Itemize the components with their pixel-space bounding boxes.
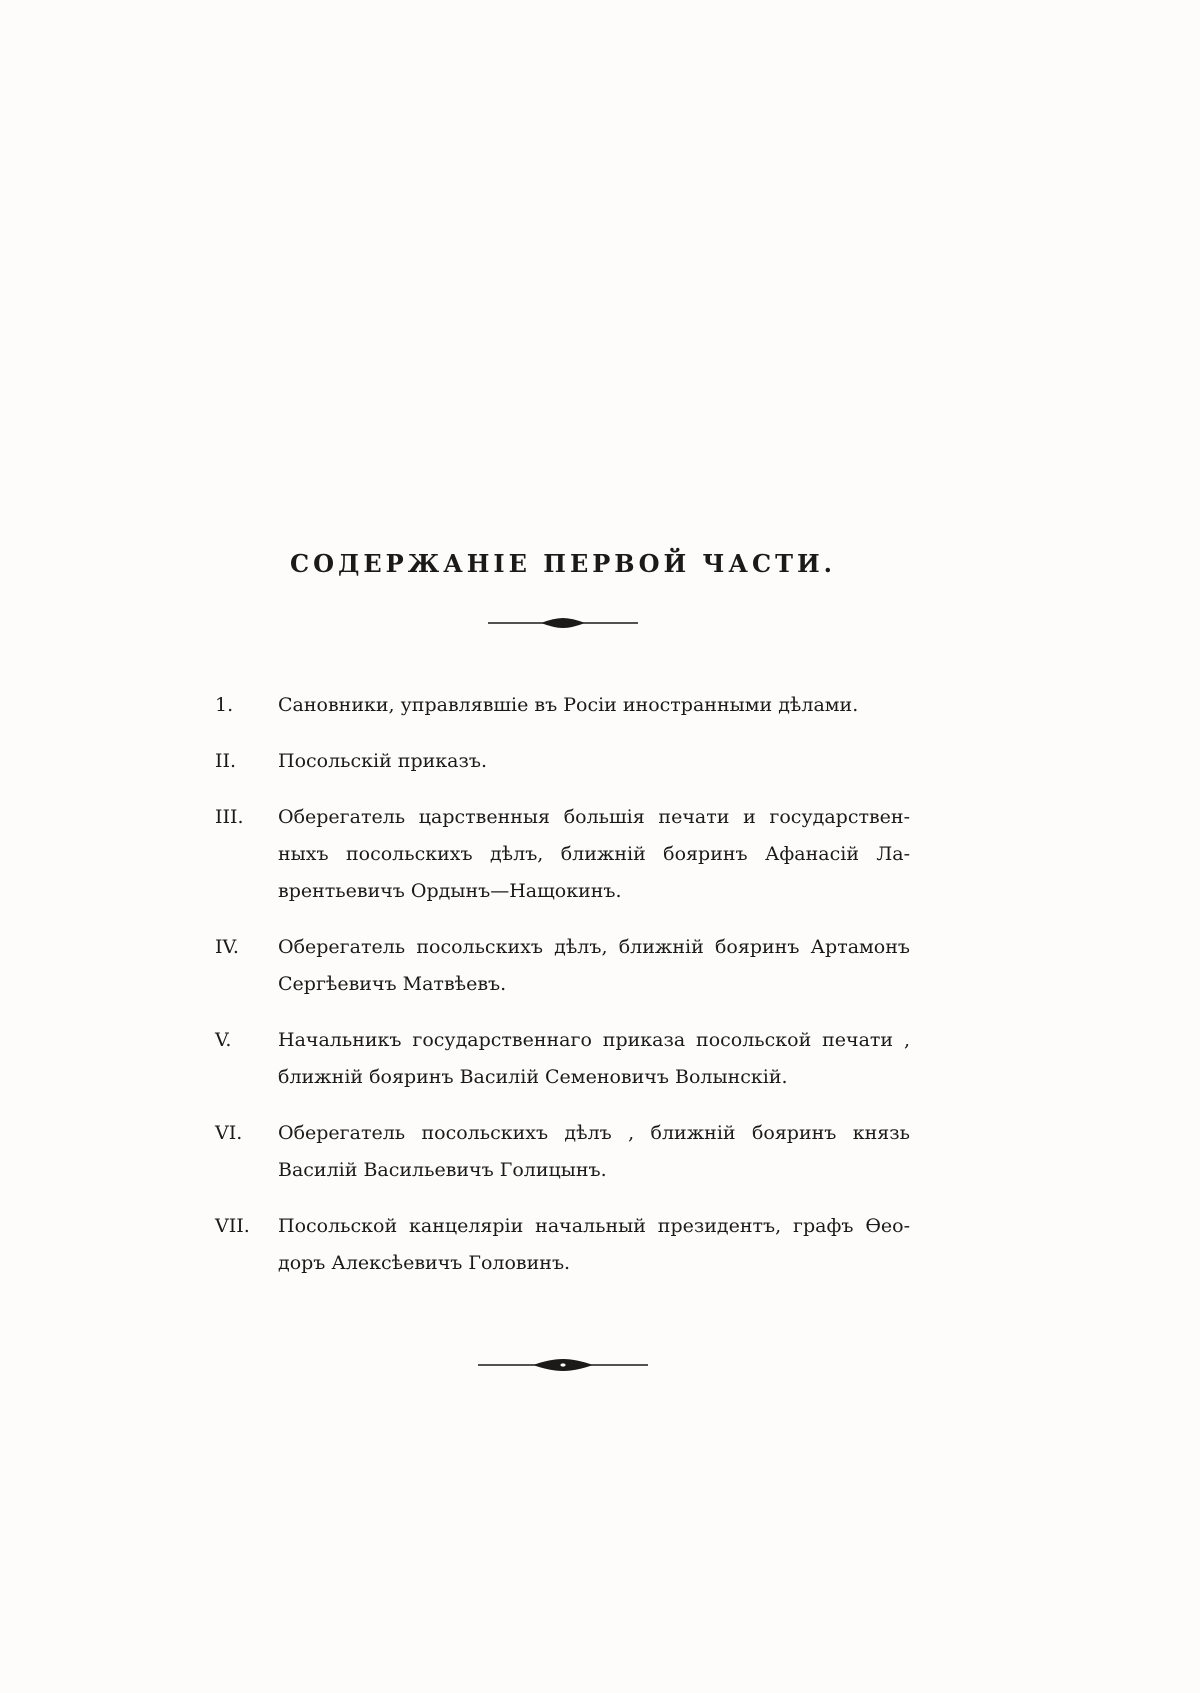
entry-text xyxy=(278,799,910,910)
toc-entry xyxy=(215,799,910,910)
entry-numeral: III. xyxy=(215,805,244,828)
entry-text xyxy=(278,929,910,1003)
toc-entry xyxy=(215,687,910,724)
toc-entry xyxy=(215,1208,910,1282)
entry-line: Оберегатель посольскихъ дѣлъ, ближній бояринъ Артамонъ xyxy=(278,935,910,958)
entry-numeral: V. xyxy=(215,1028,232,1051)
toc-entry xyxy=(215,1022,910,1096)
table-of-contents xyxy=(215,687,910,1282)
rule-lens-icon xyxy=(488,617,638,629)
rule-lens-dot-icon xyxy=(478,1358,648,1372)
entry-line: доръ Алексѣевичъ Головинъ. xyxy=(278,1251,571,1274)
entry-line: Оберегатель посольскихъ дѣлъ , ближній бояринъ князь xyxy=(278,1121,910,1144)
entry-line: врентьевичъ Ордынъ—Нащокинъ. xyxy=(278,879,622,902)
entry-numeral: 1. xyxy=(215,693,234,716)
entry-numeral: VI. xyxy=(215,1121,243,1144)
entry-line: ближній бояринъ Василій Семеновичъ Волынскій. xyxy=(278,1065,788,1088)
entry-line: Василій Васильевичъ Голицынъ. xyxy=(278,1158,607,1181)
entry-line: Сергѣевичъ Матвѣевъ. xyxy=(278,972,507,995)
toc-entry xyxy=(215,929,910,1003)
entry-line: Оберегатель царственныя большія печати и государствен- xyxy=(278,805,910,828)
entry-text xyxy=(278,1022,910,1096)
entry-numeral: VII. xyxy=(215,1214,250,1237)
entry-numeral: II. xyxy=(215,749,237,772)
entry-line: ныхъ посольскихъ дѣлъ, ближній бояринъ Афанасій Ла- xyxy=(278,842,910,865)
top-divider-ornament xyxy=(213,617,913,629)
entry-line: Начальникъ государственнаго приказа посольской печати , xyxy=(278,1028,910,1051)
entry-text xyxy=(278,1115,910,1189)
entry-text xyxy=(278,743,910,780)
toc-entry xyxy=(215,743,910,780)
entry-line: Посольскій приказъ. xyxy=(278,749,487,772)
page-title: СОДЕРЖАНІЕ ПЕРВОЙ ЧАСТИ. xyxy=(290,549,836,578)
toc-entry xyxy=(215,1115,910,1189)
entry-line: Посольской канцеляріи начальный президентъ, графъ Ѳео- xyxy=(278,1214,910,1237)
entry-line: Сановники, управлявшіе въ Росіи иностранными дѣлами. xyxy=(278,693,859,716)
entry-text xyxy=(278,1208,910,1282)
entry-text xyxy=(278,687,910,724)
bottom-divider-ornament xyxy=(213,1358,913,1372)
entry-numeral: IV. xyxy=(215,935,239,958)
